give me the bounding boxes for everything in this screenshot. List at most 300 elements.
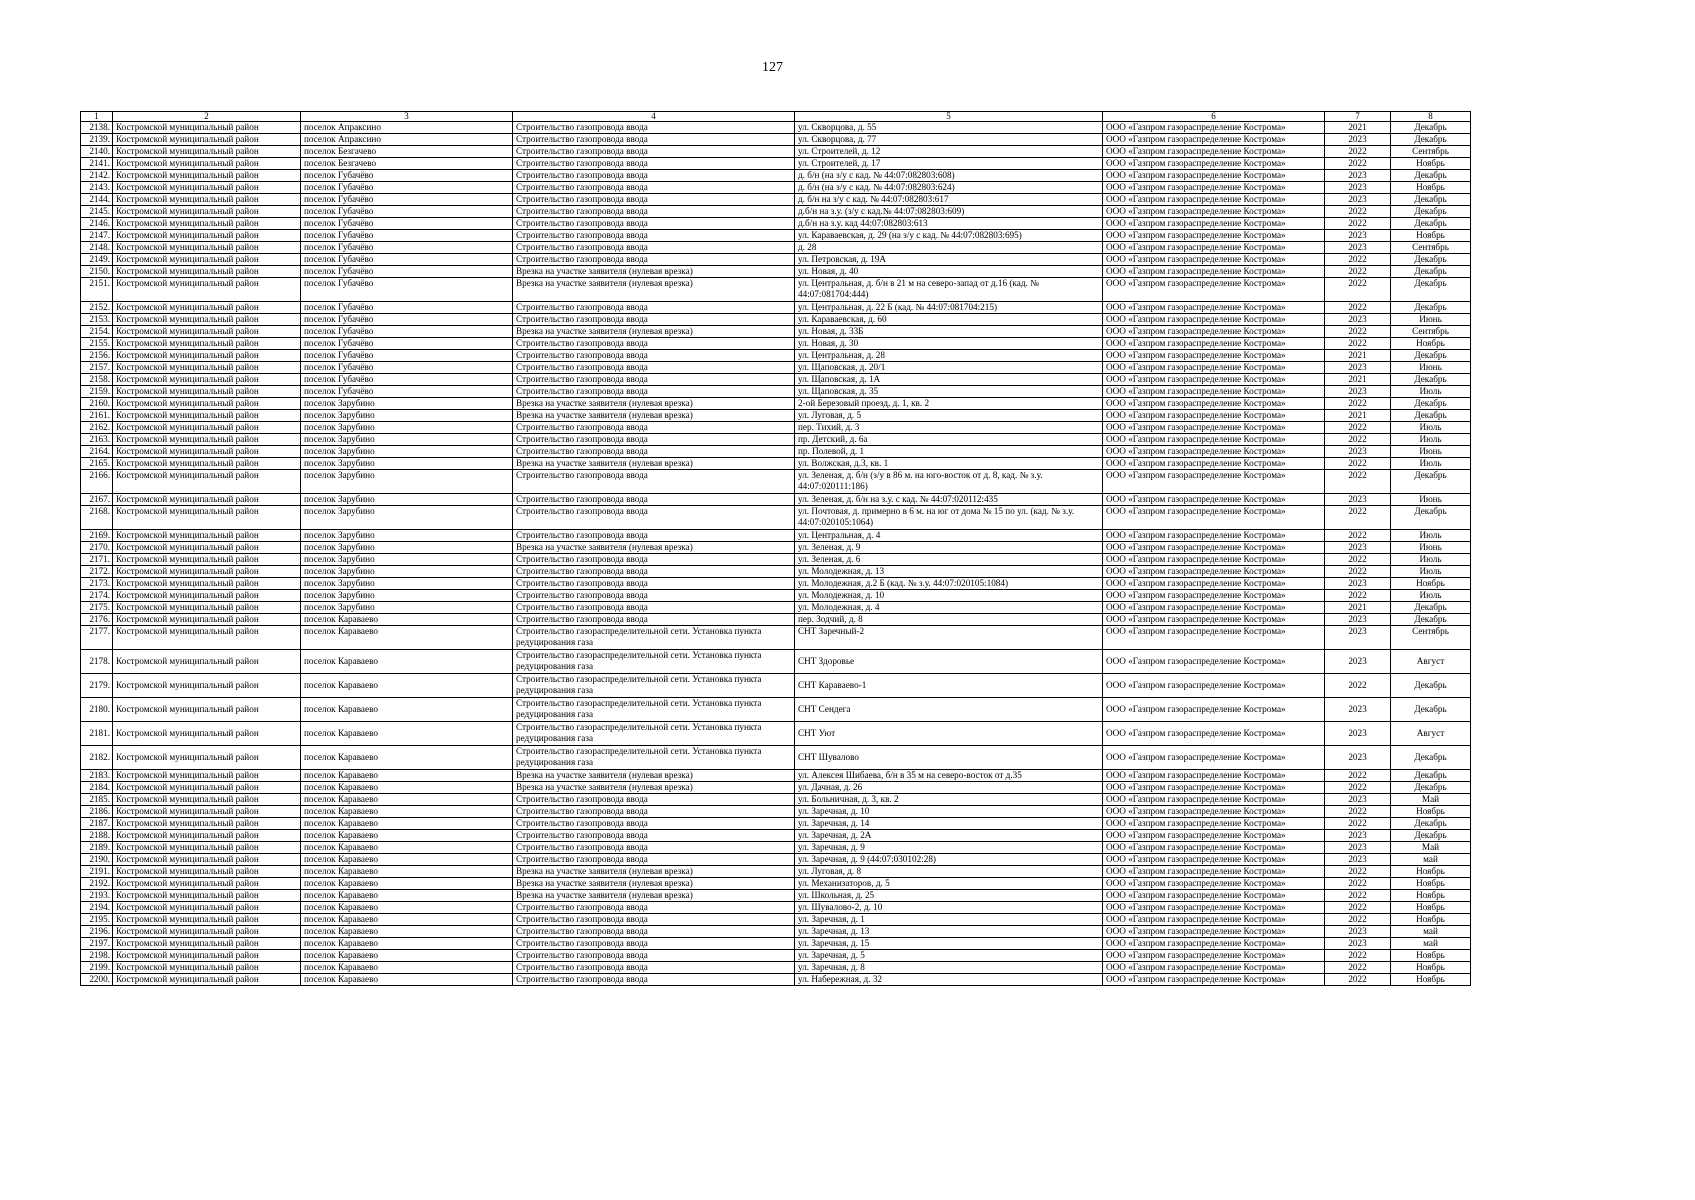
- table-row: [81, 434, 1471, 446]
- address-cell: ул. Заречная, д. 1: [795, 914, 1103, 926]
- address-cell: СНТ Караваево-1: [795, 674, 1103, 698]
- row-number: 2180.: [81, 698, 113, 722]
- organization-cell: ООО «Газпром газораспределение Кострома»: [1103, 962, 1325, 974]
- table-row: [81, 218, 1471, 230]
- district-cell: Костромской муниципальный район: [113, 122, 301, 134]
- organization-cell: ООО «Газпром газораспределение Кострома»: [1103, 890, 1325, 902]
- settlement-cell: поселок Губачёво: [301, 278, 513, 302]
- year-cell: 2022: [1325, 470, 1391, 494]
- table-row: [81, 398, 1471, 410]
- organization-cell: ООО «Газпром газораспределение Кострома»: [1103, 446, 1325, 458]
- year-cell: 2021: [1325, 122, 1391, 134]
- organization-cell: ООО «Газпром газораспределение Кострома»: [1103, 854, 1325, 866]
- month-cell: Июнь: [1391, 362, 1471, 374]
- settlement-cell: поселок Караваево: [301, 794, 513, 806]
- organization-cell: ООО «Газпром газораспределение Кострома»: [1103, 590, 1325, 602]
- settlement-cell: поселок Караваево: [301, 806, 513, 818]
- table-row: [81, 314, 1471, 326]
- table-row: [81, 698, 1471, 722]
- district-cell: Костромской муниципальный район: [113, 614, 301, 626]
- row-number: 2166.: [81, 470, 113, 494]
- district-cell: Костромской муниципальный район: [113, 782, 301, 794]
- year-cell: 2022: [1325, 950, 1391, 962]
- settlement-cell: поселок Зарубино: [301, 554, 513, 566]
- year-cell: 2022: [1325, 506, 1391, 530]
- address-cell: ул. Заречная, д. 13: [795, 926, 1103, 938]
- month-cell: Июль: [1391, 422, 1471, 434]
- work-type-cell: Строительство газопровода ввода: [513, 854, 795, 866]
- address-cell: ул. Новая, д. 30: [795, 338, 1103, 350]
- month-cell: Декабрь: [1391, 374, 1471, 386]
- district-cell: Костромской муниципальный район: [113, 170, 301, 182]
- year-cell: 2023: [1325, 446, 1391, 458]
- work-type-cell: Строительство газопровода ввода: [513, 218, 795, 230]
- address-cell: ул. Скворцова, д. 77: [795, 134, 1103, 146]
- month-cell: Июль: [1391, 434, 1471, 446]
- address-cell: ул. Караваевская, д. 29 (на з/у с кад. № 44:07:082803:695): [795, 230, 1103, 242]
- year-cell: 2023: [1325, 698, 1391, 722]
- month-cell: Ноябрь: [1391, 338, 1471, 350]
- district-cell: Костромской муниципальный район: [113, 194, 301, 206]
- table-row: [81, 650, 1471, 674]
- district-cell: Костромской муниципальный район: [113, 878, 301, 890]
- row-number: 2178.: [81, 650, 113, 674]
- district-cell: Костромской муниципальный район: [113, 578, 301, 590]
- address-cell: ул. Строителей, д. 12: [795, 146, 1103, 158]
- organization-cell: ООО «Газпром газораспределение Кострома»: [1103, 218, 1325, 230]
- work-type-cell: Строительство газораспределительной сети. Установка пункта редуцирования газа: [513, 674, 795, 698]
- organization-cell: ООО «Газпром газораспределение Кострома»: [1103, 254, 1325, 266]
- column-header: 3: [301, 112, 513, 122]
- row-number: 2195.: [81, 914, 113, 926]
- organization-cell: ООО «Газпром газораспределение Кострома»: [1103, 374, 1325, 386]
- row-number: 2148.: [81, 242, 113, 254]
- work-type-cell: Врезка на участке заявителя (нулевая врезка): [513, 890, 795, 902]
- settlement-cell: поселок Апраксино: [301, 134, 513, 146]
- district-cell: Костромской муниципальный район: [113, 182, 301, 194]
- settlement-cell: поселок Зарубино: [301, 566, 513, 578]
- settlement-cell: поселок Караваево: [301, 746, 513, 770]
- settlement-cell: поселок Губачёво: [301, 194, 513, 206]
- district-cell: Костромской муниципальный район: [113, 266, 301, 278]
- row-number: 2157.: [81, 362, 113, 374]
- month-cell: Ноябрь: [1391, 230, 1471, 242]
- settlement-cell: поселок Губачёво: [301, 314, 513, 326]
- address-cell: ул. Заречная, д. 14: [795, 818, 1103, 830]
- year-cell: 2023: [1325, 542, 1391, 554]
- address-cell: ул. Скворцова, д. 55: [795, 122, 1103, 134]
- address-cell: д. б/н (на з/у с кад. № 44:07:082803:608): [795, 170, 1103, 182]
- address-cell: ул. Центральная, д. б/н в 21 м на северо-запад от д.16 (кад. № 44:07:081704:444): [795, 278, 1103, 302]
- month-cell: Декабрь: [1391, 122, 1471, 134]
- settlement-cell: поселок Губачёво: [301, 362, 513, 374]
- district-cell: Костромской муниципальный район: [113, 434, 301, 446]
- district-cell: Костромской муниципальный район: [113, 494, 301, 506]
- month-cell: Ноябрь: [1391, 914, 1471, 926]
- table-row: [81, 782, 1471, 794]
- table-row: [81, 722, 1471, 746]
- settlement-cell: поселок Губачёво: [301, 326, 513, 338]
- work-type-cell: Строительство газопровода ввода: [513, 374, 795, 386]
- row-number: 2142.: [81, 170, 113, 182]
- work-type-cell: Врезка на участке заявителя (нулевая врезка): [513, 326, 795, 338]
- settlement-cell: поселок Караваево: [301, 926, 513, 938]
- organization-cell: ООО «Газпром газораспределение Кострома»: [1103, 362, 1325, 374]
- year-cell: 2022: [1325, 278, 1391, 302]
- address-cell: пер. Зодчий, д. 8: [795, 614, 1103, 626]
- month-cell: Июль: [1391, 386, 1471, 398]
- month-cell: Декабрь: [1391, 278, 1471, 302]
- address-cell: ул. Заречная, д. 2А: [795, 830, 1103, 842]
- row-number: 2190.: [81, 854, 113, 866]
- settlement-cell: поселок Апраксино: [301, 122, 513, 134]
- work-type-cell: Строительство газопровода ввода: [513, 338, 795, 350]
- row-number: 2177.: [81, 626, 113, 650]
- work-type-cell: Врезка на участке заявителя (нулевая врезка): [513, 866, 795, 878]
- table-row: [81, 122, 1471, 134]
- year-cell: 2023: [1325, 938, 1391, 950]
- address-cell: ул. Новая, д. 40: [795, 266, 1103, 278]
- work-type-cell: Строительство газопровода ввода: [513, 506, 795, 530]
- settlement-cell: поселок Зарубино: [301, 578, 513, 590]
- table-row: [81, 770, 1471, 782]
- organization-cell: ООО «Газпром газораспределение Кострома»: [1103, 878, 1325, 890]
- work-type-cell: Врезка на участке заявителя (нулевая врезка): [513, 770, 795, 782]
- year-cell: 2022: [1325, 878, 1391, 890]
- month-cell: Декабрь: [1391, 614, 1471, 626]
- work-type-cell: Строительство газопровода ввода: [513, 794, 795, 806]
- settlement-cell: поселок Губачёво: [301, 182, 513, 194]
- page-number: 127: [762, 60, 783, 75]
- district-cell: Костромской муниципальный район: [113, 542, 301, 554]
- address-cell: ул. Центральная, д. 4: [795, 530, 1103, 542]
- year-cell: 2022: [1325, 962, 1391, 974]
- organization-cell: ООО «Газпром газораспределение Кострома»: [1103, 242, 1325, 254]
- organization-cell: ООО «Газпром газораспределение Кострома»: [1103, 614, 1325, 626]
- organization-cell: ООО «Газпром газораспределение Кострома»: [1103, 170, 1325, 182]
- month-cell: Ноябрь: [1391, 902, 1471, 914]
- work-type-cell: Строительство газораспределительной сети. Установка пункта редуцирования газа: [513, 746, 795, 770]
- table-row: [81, 494, 1471, 506]
- district-cell: Костромской муниципальный район: [113, 230, 301, 242]
- address-cell: ул. Волжская, д.3, кв. 1: [795, 458, 1103, 470]
- table-row: [81, 794, 1471, 806]
- work-type-cell: Строительство газопровода ввода: [513, 830, 795, 842]
- table-row: [81, 938, 1471, 950]
- row-number: 2193.: [81, 890, 113, 902]
- month-cell: Декабрь: [1391, 830, 1471, 842]
- work-type-cell: Строительство газопровода ввода: [513, 578, 795, 590]
- row-number: 2154.: [81, 326, 113, 338]
- organization-cell: ООО «Газпром газораспределение Кострома»: [1103, 350, 1325, 362]
- district-cell: Костромской муниципальный район: [113, 830, 301, 842]
- settlement-cell: поселок Караваево: [301, 950, 513, 962]
- year-cell: 2022: [1325, 266, 1391, 278]
- table-row: [81, 890, 1471, 902]
- address-cell: ул. Молодежная, д. 4: [795, 602, 1103, 614]
- organization-cell: ООО «Газпром газораспределение Кострома»: [1103, 398, 1325, 410]
- work-type-cell: Врезка на участке заявителя (нулевая врезка): [513, 398, 795, 410]
- month-cell: Ноябрь: [1391, 950, 1471, 962]
- month-cell: Декабрь: [1391, 410, 1471, 422]
- work-type-cell: Строительство газопровода ввода: [513, 302, 795, 314]
- organization-cell: ООО «Газпром газораспределение Кострома»: [1103, 842, 1325, 854]
- table-row: [81, 326, 1471, 338]
- table-row: [81, 854, 1471, 866]
- table-row: [81, 386, 1471, 398]
- row-number: 2155.: [81, 338, 113, 350]
- year-cell: 2022: [1325, 326, 1391, 338]
- address-cell: ул. Зеленая, д. 9: [795, 542, 1103, 554]
- year-cell: 2022: [1325, 206, 1391, 218]
- district-cell: Костромской муниципальный район: [113, 566, 301, 578]
- column-header: 7: [1325, 112, 1391, 122]
- address-cell: СНТ Здоровье: [795, 650, 1103, 674]
- table-row: [81, 806, 1471, 818]
- month-cell: Ноябрь: [1391, 578, 1471, 590]
- year-cell: 2021: [1325, 350, 1391, 362]
- year-cell: 2022: [1325, 902, 1391, 914]
- organization-cell: ООО «Газпром газораспределение Кострома»: [1103, 626, 1325, 650]
- district-cell: Костромской муниципальный район: [113, 278, 301, 302]
- month-cell: Август: [1391, 722, 1471, 746]
- district-cell: Костромской муниципальный район: [113, 386, 301, 398]
- gas-works-table: [80, 111, 1471, 986]
- year-cell: 2023: [1325, 626, 1391, 650]
- row-number: 2199.: [81, 962, 113, 974]
- year-cell: 2023: [1325, 134, 1391, 146]
- address-cell: д. 28: [795, 242, 1103, 254]
- table-row: [81, 458, 1471, 470]
- district-cell: Костромской муниципальный район: [113, 806, 301, 818]
- column-header: 4: [513, 112, 795, 122]
- settlement-cell: поселок Зарубино: [301, 470, 513, 494]
- month-cell: Декабрь: [1391, 302, 1471, 314]
- table-row: [81, 254, 1471, 266]
- settlement-cell: поселок Губачёво: [301, 218, 513, 230]
- table-row: [81, 602, 1471, 614]
- settlement-cell: поселок Зарубино: [301, 602, 513, 614]
- organization-cell: ООО «Газпром газораспределение Кострома»: [1103, 830, 1325, 842]
- row-number: 2192.: [81, 878, 113, 890]
- year-cell: 2022: [1325, 890, 1391, 902]
- row-number: 2165.: [81, 458, 113, 470]
- work-type-cell: Строительство газопровода ввода: [513, 590, 795, 602]
- month-cell: Сентябрь: [1391, 146, 1471, 158]
- row-number: 2200.: [81, 974, 113, 986]
- settlement-cell: поселок Караваево: [301, 962, 513, 974]
- organization-cell: ООО «Газпром газораспределение Кострома»: [1103, 134, 1325, 146]
- work-type-cell: Строительство газопровода ввода: [513, 170, 795, 182]
- table-row: [81, 206, 1471, 218]
- organization-cell: ООО «Газпром газораспределение Кострома»: [1103, 818, 1325, 830]
- district-cell: Костромской муниципальный район: [113, 362, 301, 374]
- district-cell: Костромской муниципальный район: [113, 458, 301, 470]
- month-cell: Декабрь: [1391, 134, 1471, 146]
- address-cell: ул. Новая, д. 33Б: [795, 326, 1103, 338]
- district-cell: Костромской муниципальный район: [113, 698, 301, 722]
- table-row: [81, 830, 1471, 842]
- row-number: 2152.: [81, 302, 113, 314]
- address-cell: СНТ Уют: [795, 722, 1103, 746]
- district-cell: Костромской муниципальный район: [113, 890, 301, 902]
- month-cell: Декабрь: [1391, 194, 1471, 206]
- row-number: 2153.: [81, 314, 113, 326]
- month-cell: Декабрь: [1391, 266, 1471, 278]
- work-type-cell: Врезка на участке заявителя (нулевая врезка): [513, 542, 795, 554]
- month-cell: Декабрь: [1391, 470, 1471, 494]
- row-number: 2167.: [81, 494, 113, 506]
- table-row: [81, 134, 1471, 146]
- organization-cell: ООО «Газпром газораспределение Кострома»: [1103, 782, 1325, 794]
- table-row: [81, 446, 1471, 458]
- column-header: 1: [81, 112, 113, 122]
- month-cell: Декабрь: [1391, 782, 1471, 794]
- address-cell: ул. Почтовая, д. примерно в 6 м. на юг от дома № 15 по ул. (кад. № з.у. 44:07:020105:1064): [795, 506, 1103, 530]
- table-row: [81, 278, 1471, 302]
- month-cell: Май: [1391, 794, 1471, 806]
- address-cell: ул. Набережная, д. 32: [795, 974, 1103, 986]
- table-row: [81, 242, 1471, 254]
- address-cell: ул. Щаповская, д. 1А: [795, 374, 1103, 386]
- table-row: [81, 962, 1471, 974]
- district-cell: Костромской муниципальный район: [113, 338, 301, 350]
- work-type-cell: Строительство газопровода ввода: [513, 914, 795, 926]
- organization-cell: ООО «Газпром газораспределение Кострома»: [1103, 746, 1325, 770]
- address-cell: пер. Тихий, д. 3: [795, 422, 1103, 434]
- district-cell: Костромской муниципальный район: [113, 794, 301, 806]
- row-number: 2156.: [81, 350, 113, 362]
- table-row: [81, 338, 1471, 350]
- settlement-cell: поселок Караваево: [301, 878, 513, 890]
- organization-cell: ООО «Газпром газораспределение Кострома»: [1103, 122, 1325, 134]
- work-type-cell: Строительство газопровода ввода: [513, 314, 795, 326]
- row-number: 2149.: [81, 254, 113, 266]
- address-cell: пр. Полевой, д. 1: [795, 446, 1103, 458]
- district-cell: Костромской муниципальный район: [113, 722, 301, 746]
- district-cell: Костромской муниципальный район: [113, 422, 301, 434]
- work-type-cell: Строительство газопровода ввода: [513, 554, 795, 566]
- settlement-cell: поселок Караваево: [301, 854, 513, 866]
- year-cell: 2022: [1325, 338, 1391, 350]
- organization-cell: ООО «Газпром газораспределение Кострома»: [1103, 902, 1325, 914]
- row-number: 2183.: [81, 770, 113, 782]
- year-cell: 2022: [1325, 566, 1391, 578]
- work-type-cell: Строительство газопровода ввода: [513, 602, 795, 614]
- year-cell: 2022: [1325, 254, 1391, 266]
- work-type-cell: Строительство газопровода ввода: [513, 938, 795, 950]
- month-cell: Июнь: [1391, 542, 1471, 554]
- organization-cell: ООО «Газпром газораспределение Кострома»: [1103, 926, 1325, 938]
- row-number: 2145.: [81, 206, 113, 218]
- year-cell: 2021: [1325, 374, 1391, 386]
- settlement-cell: поселок Губачёво: [301, 242, 513, 254]
- column-header: 6: [1103, 112, 1325, 122]
- table-row: [81, 182, 1471, 194]
- table-row: [81, 302, 1471, 314]
- district-cell: Костромской муниципальный район: [113, 302, 301, 314]
- work-type-cell: Строительство газораспределительной сети. Установка пункта редуцирования газа: [513, 650, 795, 674]
- organization-cell: ООО «Газпром газораспределение Кострома»: [1103, 434, 1325, 446]
- district-cell: Костромской муниципальный район: [113, 818, 301, 830]
- district-cell: Костромской муниципальный район: [113, 350, 301, 362]
- year-cell: 2023: [1325, 386, 1391, 398]
- year-cell: 2022: [1325, 590, 1391, 602]
- year-cell: 2022: [1325, 398, 1391, 410]
- month-cell: май: [1391, 854, 1471, 866]
- row-number: 2174.: [81, 590, 113, 602]
- row-number: 2176.: [81, 614, 113, 626]
- work-type-cell: Строительство газопровода ввода: [513, 182, 795, 194]
- month-cell: Декабрь: [1391, 254, 1471, 266]
- address-cell: ул. Центральная, д. 28: [795, 350, 1103, 362]
- year-cell: 2022: [1325, 770, 1391, 782]
- year-cell: 2022: [1325, 782, 1391, 794]
- row-number: 2173.: [81, 578, 113, 590]
- address-cell: ул. Больничная, д. 3, кв. 2: [795, 794, 1103, 806]
- row-number: 2143.: [81, 182, 113, 194]
- column-header: 8: [1391, 112, 1471, 122]
- year-cell: 2022: [1325, 554, 1391, 566]
- organization-cell: ООО «Газпром газораспределение Кострома»: [1103, 554, 1325, 566]
- work-type-cell: Строительство газопровода ввода: [513, 530, 795, 542]
- year-cell: 2022: [1325, 458, 1391, 470]
- address-cell: ул. Шувалово-2, д. 10: [795, 902, 1103, 914]
- address-cell: 2-ой Березовый проезд, д. 1, кв. 2: [795, 398, 1103, 410]
- address-cell: ул. Петровская, д. 19А: [795, 254, 1103, 266]
- table-row: [81, 974, 1471, 986]
- year-cell: 2022: [1325, 158, 1391, 170]
- address-cell: ул. Алексея Шибаева, б/н в 35 м на северо-восток от д.35: [795, 770, 1103, 782]
- table-row: [81, 554, 1471, 566]
- work-type-cell: Строительство газопровода ввода: [513, 494, 795, 506]
- row-number: 2169.: [81, 530, 113, 542]
- month-cell: Ноябрь: [1391, 974, 1471, 986]
- address-cell: д.б/н на з.у. кад 44:07:082803:613: [795, 218, 1103, 230]
- organization-cell: ООО «Газпром газораспределение Кострома»: [1103, 938, 1325, 950]
- row-number: 2146.: [81, 218, 113, 230]
- row-number: 2194.: [81, 902, 113, 914]
- row-number: 2179.: [81, 674, 113, 698]
- district-cell: Костромской муниципальный район: [113, 206, 301, 218]
- settlement-cell: поселок Караваево: [301, 830, 513, 842]
- district-cell: Костромской муниципальный район: [113, 134, 301, 146]
- settlement-cell: поселок Зарубино: [301, 530, 513, 542]
- district-cell: Костромской муниципальный район: [113, 926, 301, 938]
- settlement-cell: поселок Губачёво: [301, 206, 513, 218]
- district-cell: Костромской муниципальный район: [113, 866, 301, 878]
- row-number: 2187.: [81, 818, 113, 830]
- settlement-cell: поселок Караваево: [301, 674, 513, 698]
- month-cell: Ноябрь: [1391, 878, 1471, 890]
- table-row: [81, 506, 1471, 530]
- district-cell: Костромской муниципальный район: [113, 590, 301, 602]
- settlement-cell: поселок Зарубино: [301, 422, 513, 434]
- work-type-cell: Строительство газопровода ввода: [513, 818, 795, 830]
- row-number: 2196.: [81, 926, 113, 938]
- work-type-cell: Строительство газопровода ввода: [513, 974, 795, 986]
- work-type-cell: Строительство газопровода ввода: [513, 350, 795, 362]
- district-cell: Костромской муниципальный район: [113, 674, 301, 698]
- table-row: [81, 866, 1471, 878]
- organization-cell: ООО «Газпром газораспределение Кострома»: [1103, 974, 1325, 986]
- month-cell: Август: [1391, 650, 1471, 674]
- table-row: [81, 614, 1471, 626]
- address-cell: ул. Заречная, д. 8: [795, 962, 1103, 974]
- month-cell: Июнь: [1391, 314, 1471, 326]
- table-row: [81, 158, 1471, 170]
- settlement-cell: поселок Зарубино: [301, 458, 513, 470]
